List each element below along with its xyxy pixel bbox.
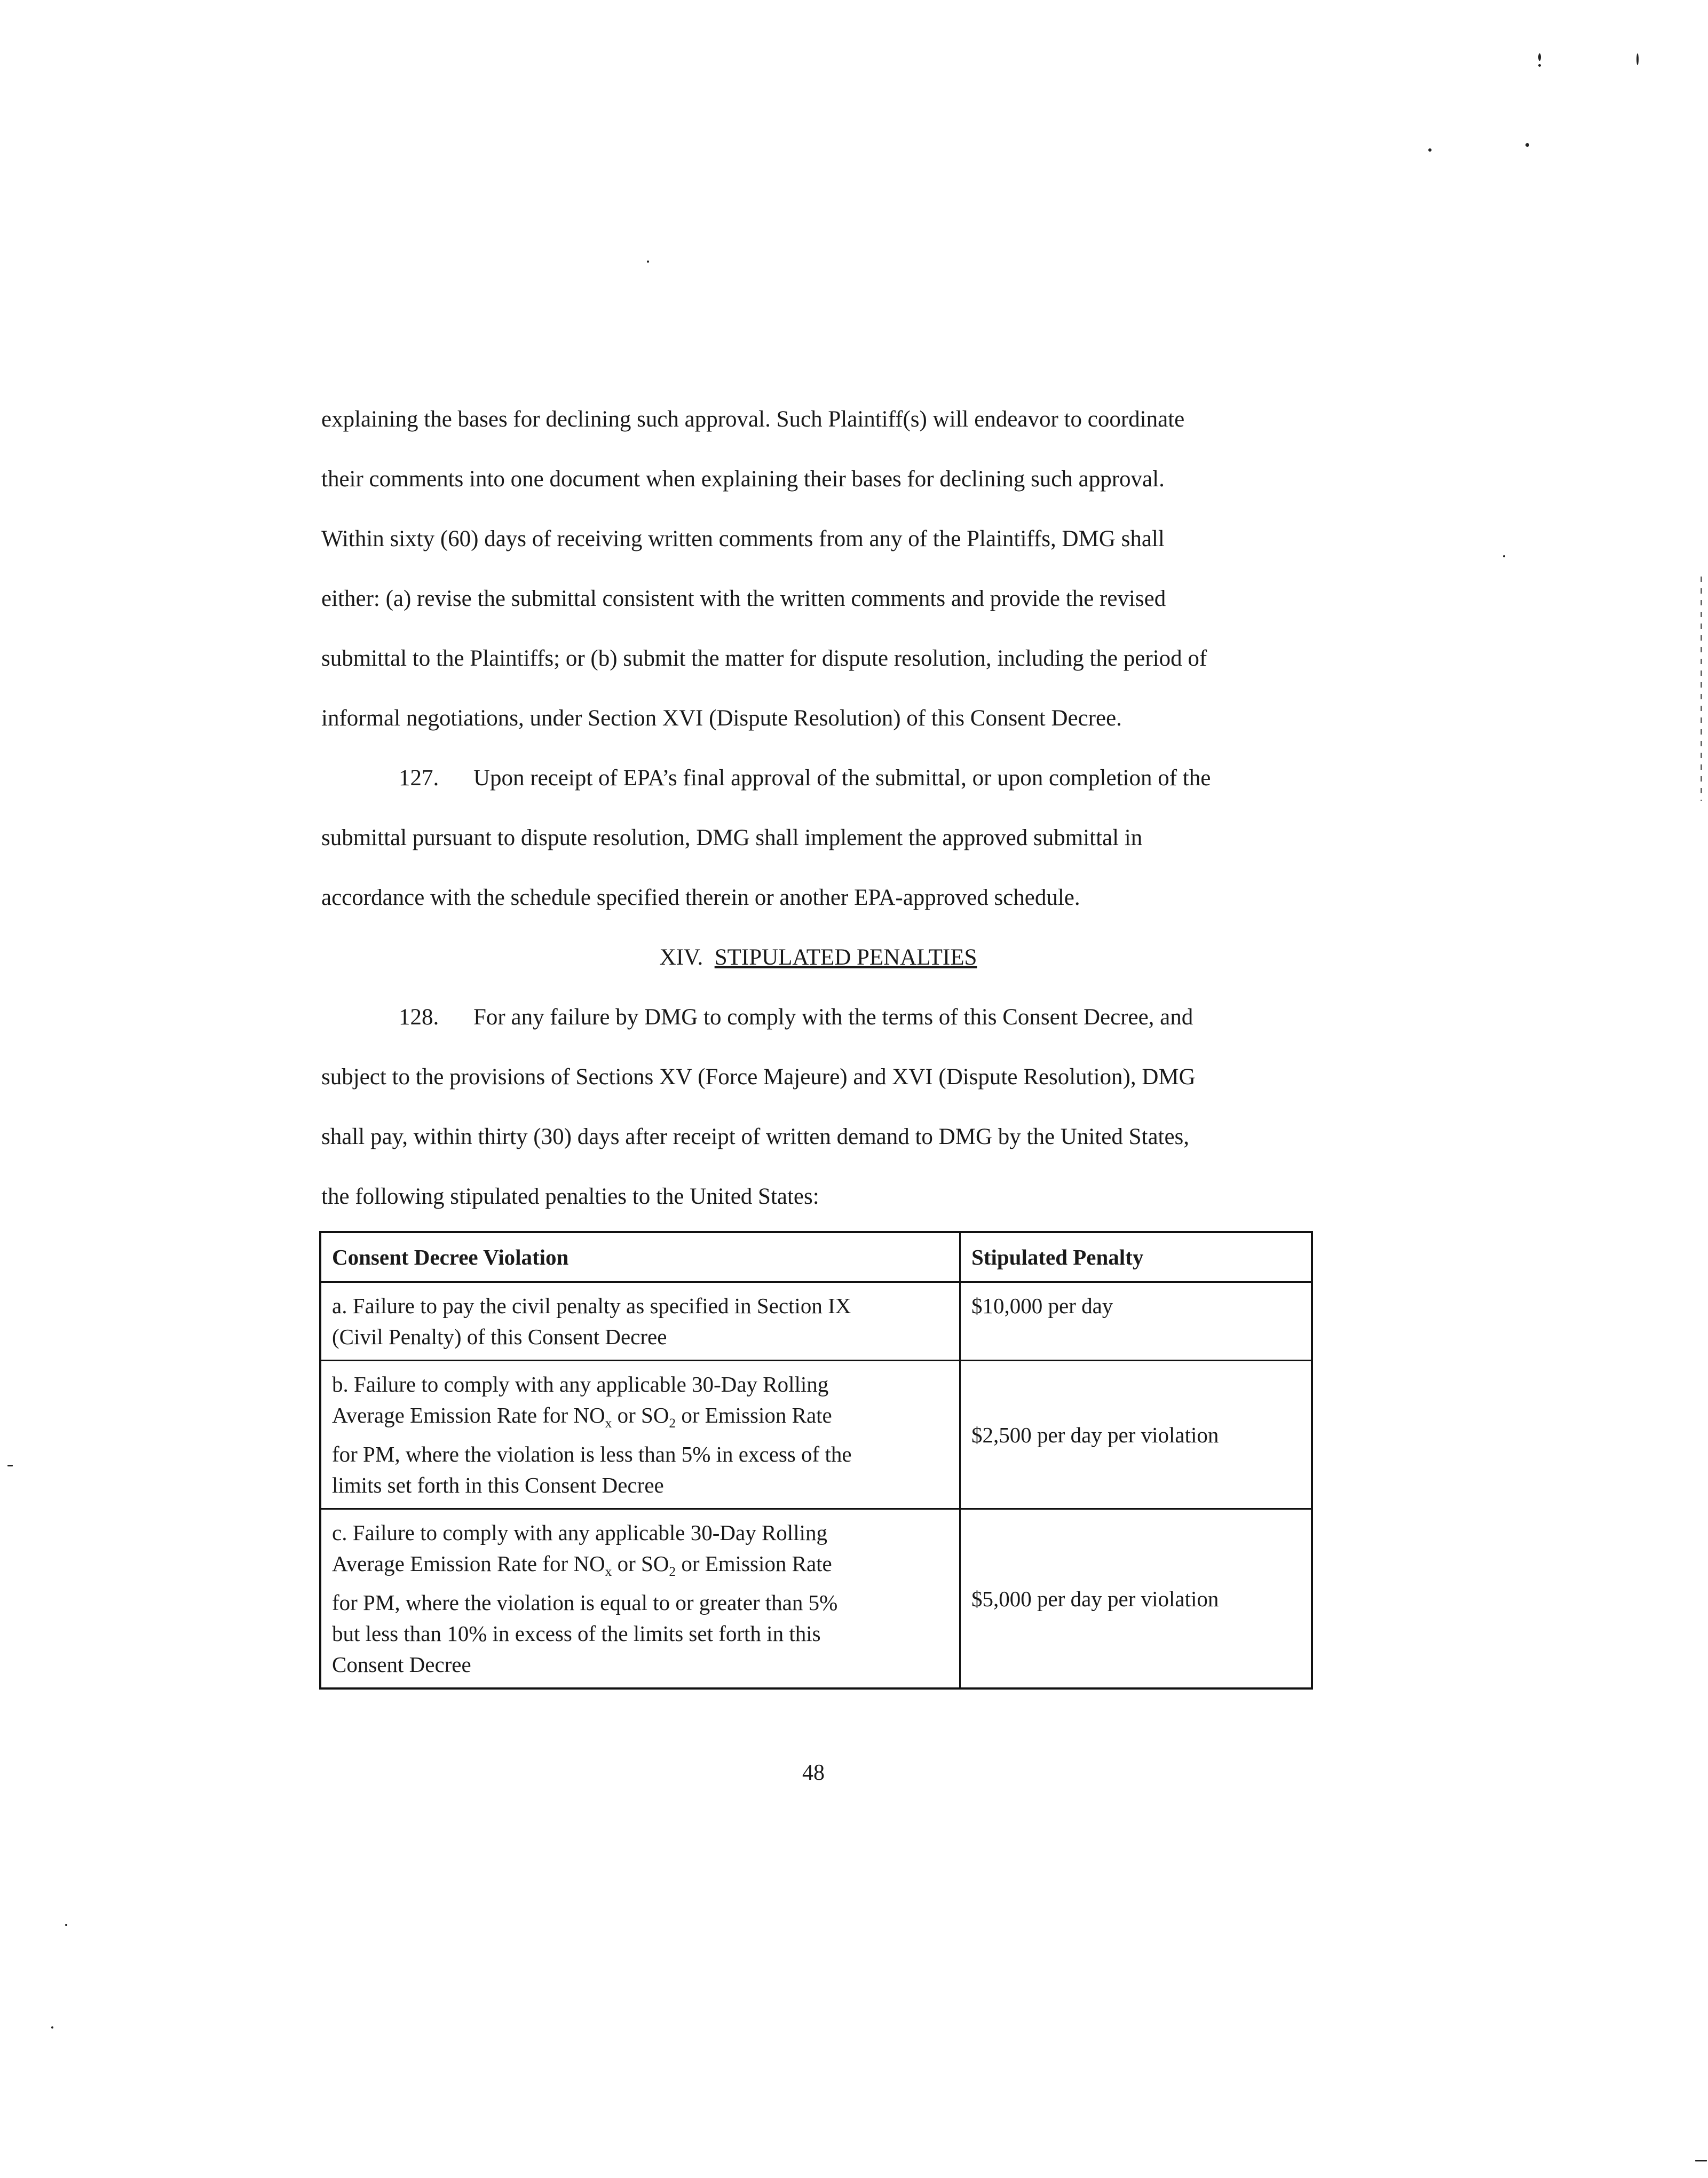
- scan-speck: [1538, 53, 1541, 61]
- scan-speck: [1428, 148, 1432, 152]
- violation-line: a. Failure to pay the civil penalty as specified in Section IX: [332, 1293, 851, 1318]
- paragraph-126-line: their comments into one document when explaining their bases for declining such approval.: [321, 467, 1165, 492]
- violation-cell: [320, 1361, 960, 1509]
- penalty-cell: $2,500 per day per violation: [960, 1361, 1312, 1509]
- scan-speck: [1525, 143, 1529, 147]
- table-row: [320, 1361, 1312, 1509]
- table-row: [320, 1282, 1312, 1361]
- scan-speck: [7, 1465, 13, 1466]
- section-heading: [321, 928, 1315, 988]
- violation-line: for PM, where the violation is equal to or greater than 5%: [332, 1590, 838, 1615]
- penalty-cell: $10,000 per day: [960, 1282, 1312, 1361]
- paragraph-126-line: explaining the bases for declining such approval. Such Plaintiff(s) will endeavor to coordinate: [321, 407, 1185, 432]
- paragraph-127-line: accordance with the schedule specified therein or another EPA-approved schedule.: [321, 885, 1080, 910]
- penalty-cell: $5,000 per day per violation: [960, 1509, 1312, 1689]
- paragraph-128-text: For any failure by DMG to comply with the terms of this Consent Decree, and: [473, 1005, 1193, 1030]
- paragraph-126-line: Within sixty (60) days of receiving written comments from any of the Plaintiffs, DMG shall: [321, 526, 1165, 551]
- section-numeral: XIV.: [659, 945, 703, 970]
- page-body: [321, 390, 1315, 1227]
- scan-edge-rule: [1701, 577, 1702, 801]
- scan-speck: [1695, 2160, 1707, 2161]
- scan-speck: [1503, 555, 1505, 557]
- scan-speck: [1636, 53, 1639, 65]
- column-header-penalty: Stipulated Penalty: [960, 1232, 1312, 1282]
- page-number: 48: [802, 1761, 825, 1785]
- scan-speck: [647, 261, 649, 263]
- stipulated-penalties-table: [319, 1231, 1313, 1690]
- violation-line: Average Emission Rate for $NO_x$ or $SO_2$ or Emission Rate: [332, 1551, 832, 1580]
- paragraph-126-line: informal negotiations, under Section XVI (Dispute Resolution) of this Consent Decree.: [321, 706, 1122, 731]
- scan-speck: [1538, 64, 1541, 67]
- paragraph-number: 128.: [399, 1005, 439, 1030]
- violation-line: (Civil Penalty) of this Consent Decree: [332, 1324, 667, 1349]
- paragraph-127-text: Upon receipt of EPA’s final approval of the submittal, or upon completion of the: [473, 766, 1211, 791]
- column-header-violation: Consent Decree Violation: [320, 1232, 960, 1282]
- paragraph-127-line: submittal pursuant to dispute resolution, DMG shall implement the approved submittal in: [321, 825, 1143, 850]
- paragraph-128-line: the following stipulated penalties to the United States:: [321, 1184, 819, 1209]
- section-title: STIPULATED PENALTIES: [714, 945, 977, 970]
- paragraph-128-line: shall pay, within thirty (30) days after receipt of written demand to DMG by the United States,: [321, 1124, 1190, 1149]
- paragraph-126-line: submittal to the Plaintiffs; or (b) submit the matter for dispute resolution, including the period of: [321, 646, 1207, 671]
- paragraph-number: 127.: [399, 766, 439, 791]
- table-header-row: [320, 1232, 1312, 1282]
- violation-line: Average Emission Rate for $NO_x$ or $SO_2$ or Emission Rate: [332, 1403, 832, 1431]
- scan-speck: [51, 2026, 53, 2029]
- violation-cell: [320, 1509, 960, 1689]
- scan-speck: [65, 1924, 67, 1926]
- violation-line: for PM, where the violation is less than 5% in excess of the: [332, 1442, 852, 1467]
- violation-line: limits set forth in this Consent Decree: [332, 1473, 664, 1498]
- paragraph-128-line: subject to the provisions of Sections XV (Force Majeure) and XVI (Dispute Resolution), DMG: [321, 1064, 1196, 1090]
- paragraph-126-line: either: (a) revise the submittal consistent with the written comments and provide the revised: [321, 586, 1166, 611]
- paragraph-128-first-line: [321, 988, 1315, 1047]
- violation-line: b. Failure to comply with any applicable 30-Day Rolling: [332, 1372, 829, 1396]
- violation-cell: [320, 1282, 960, 1361]
- violation-line: c. Failure to comply with any applicable 30-Day Rolling: [332, 1520, 827, 1545]
- paragraph-127-first-line: [321, 748, 1315, 808]
- violation-line: but less than 10% in excess of the limits set forth in this: [332, 1621, 821, 1646]
- violation-line: Consent Decree: [332, 1652, 471, 1677]
- table-row: [320, 1509, 1312, 1689]
